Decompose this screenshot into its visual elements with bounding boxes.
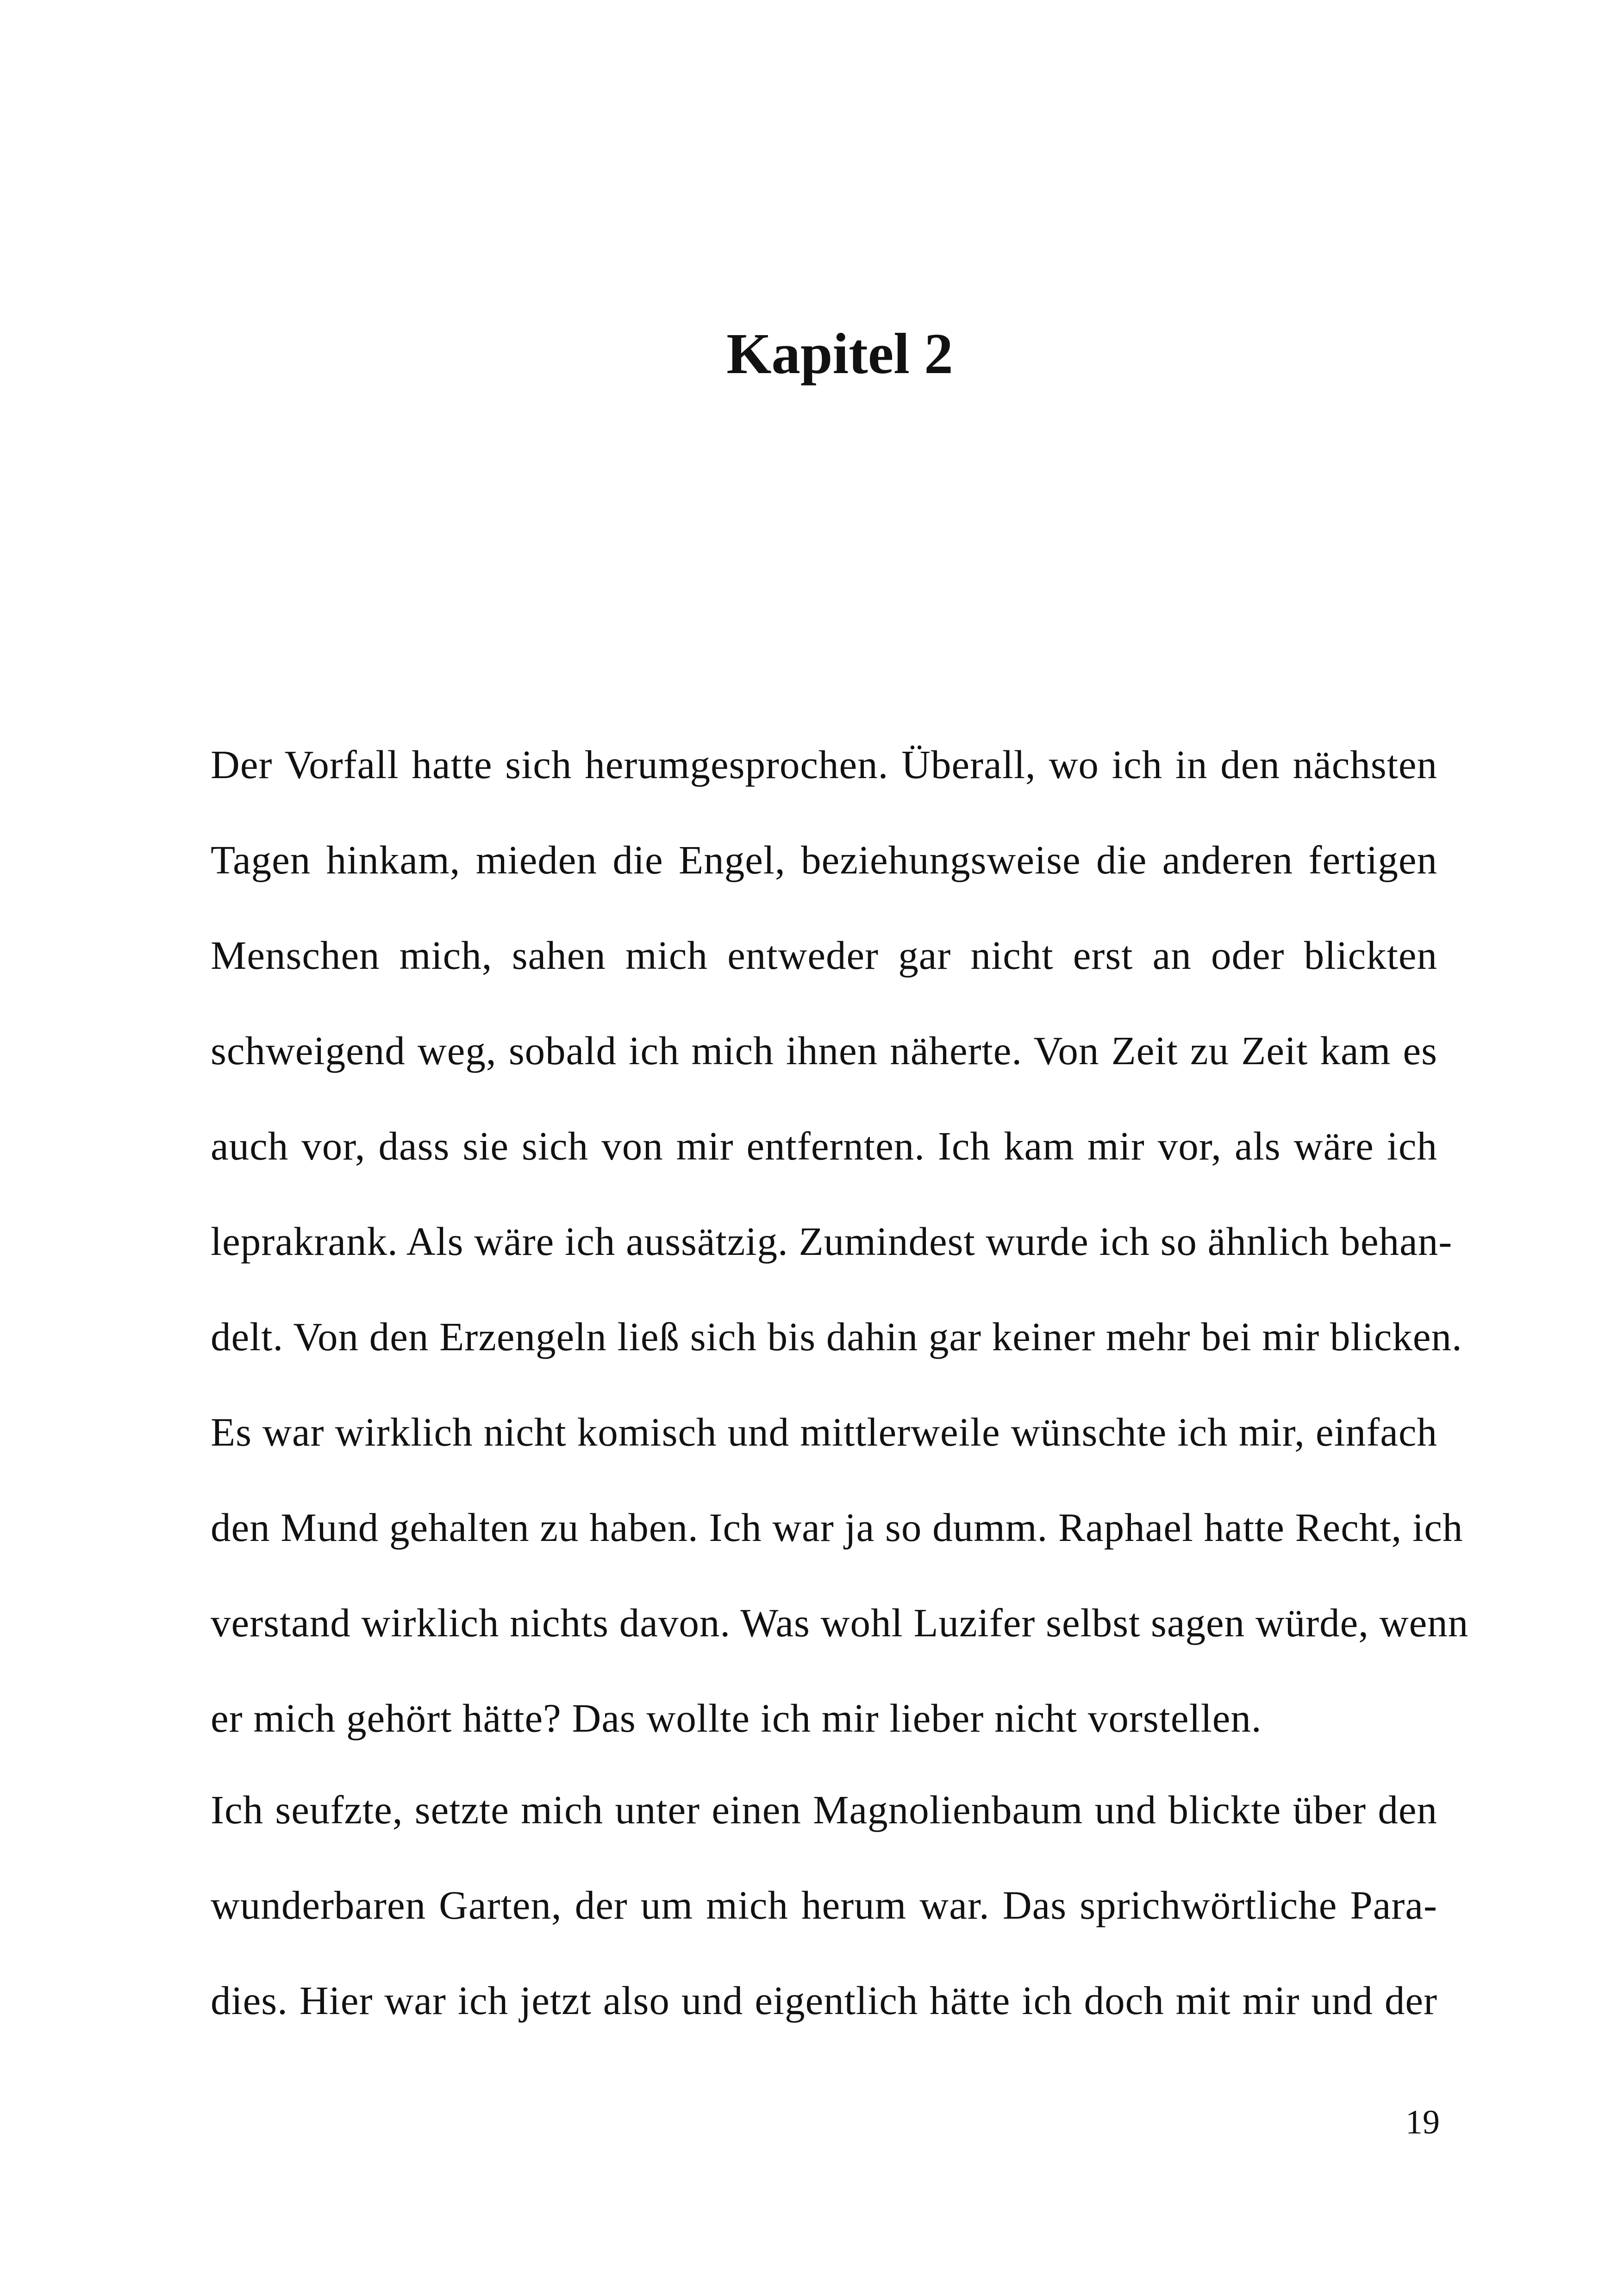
text-line: Tagen hinkam, mieden die Engel, beziehungsweise die anderen fertigen — [211, 837, 1437, 882]
text-line: dies. Hier war ich jetzt also und eigentlich hätte ich doch mit mir und der — [211, 1978, 1437, 2023]
paragraph-2 — [211, 1784, 1437, 2070]
text-line: Der Vorfall hatte sich herumgesprochen. Überall, wo ich in den nächsten — [211, 742, 1437, 787]
text-line: schweigend weg, sobald ich mich ihnen näherte. Von Zeit zu Zeit kam es — [211, 1028, 1437, 1073]
text-line: Ich seufzte, setzte mich unter einen Magnolienbaum und blickte über den — [211, 1787, 1437, 1832]
text-line: Es war wirklich nicht komisch und mittlerweile wünschte ich mir, einfach — [211, 1409, 1437, 1454]
text-line: er mich gehört hätte? Das wollte ich mir lieber nicht vorstellen. — [211, 1696, 1262, 1740]
text-line: leprakrank. Als wäre ich aussätzig. Zumindest wurde ich so ähnlich behan- — [211, 1219, 1453, 1264]
text-line: verstand wirklich nichts davon. Was wohl Luzifer selbst sagen würde, wenn — [211, 1600, 1469, 1645]
text-line: delt. Von den Erzengeln ließ sich bis dahin gar keiner mehr bei mir blicken. — [211, 1314, 1462, 1359]
page-number: 19 — [1405, 2103, 1440, 2141]
text-line: wunderbaren Garten, der um mich herum war. Das sprichwörtliche Para- — [211, 1883, 1437, 1927]
text-line: Menschen mich, sahen mich entweder gar nicht erst an oder blickten — [211, 933, 1437, 978]
text-line: auch vor, dass sie sich von mir entfernten. Ich kam mir vor, als wäre ich — [211, 1123, 1437, 1168]
body-text — [211, 739, 1469, 2070]
text-line: den Mund gehalten zu haben. Ich war ja so dumm. Raphael hatte Recht, ich — [211, 1505, 1463, 1550]
paragraph-1 — [211, 739, 1469, 1784]
chapter-title: Kapitel 2 — [726, 322, 953, 386]
